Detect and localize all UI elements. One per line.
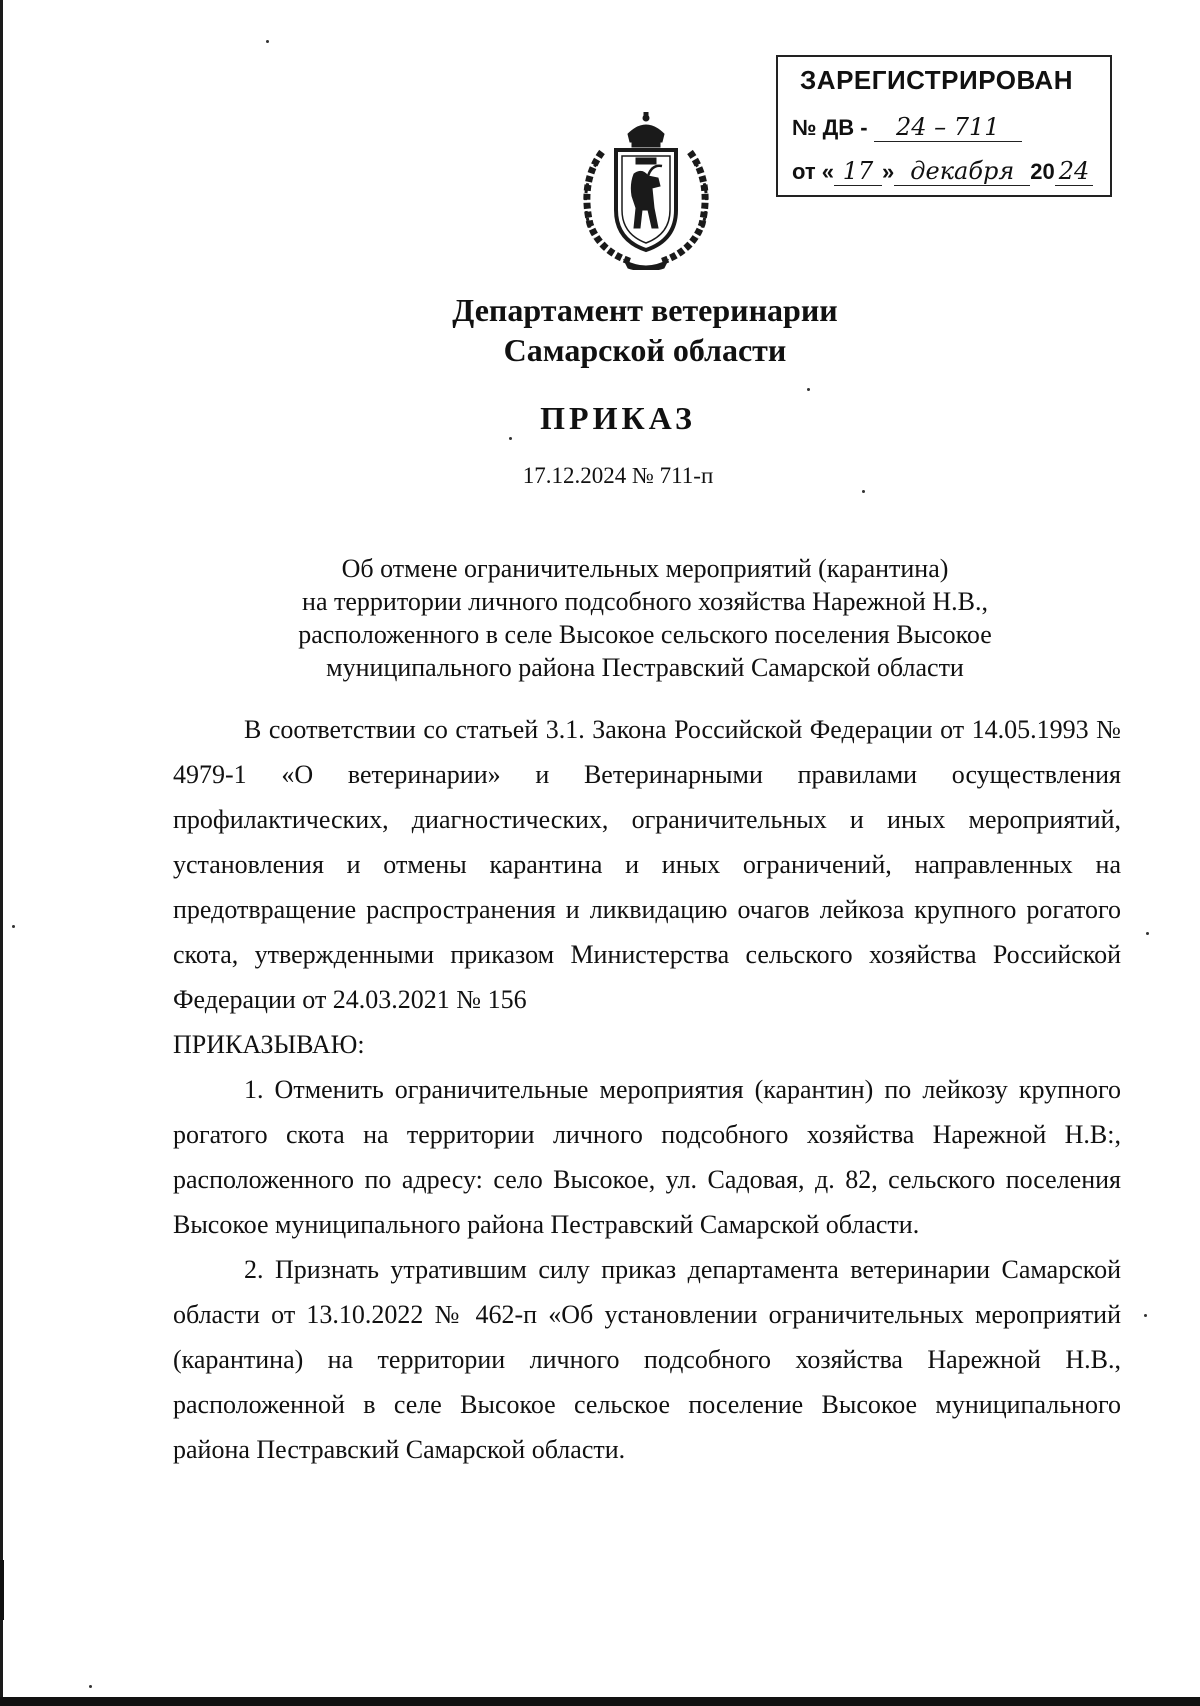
subject-line: Об отмене ограничительных мероприятий (карантина) xyxy=(341,554,949,583)
scan-speck xyxy=(862,490,865,493)
document-date-number: 17.12.2024 № 711-п xyxy=(522,463,714,488)
scan-speck xyxy=(266,40,269,43)
stamp-title: ЗАРЕГИСТРИРОВАН xyxy=(800,65,1073,95)
scan-mark xyxy=(0,1560,4,1620)
stamp-date-row xyxy=(792,157,1093,186)
stamp-month-handwritten: декабря xyxy=(894,157,1030,186)
scan-speck xyxy=(1146,932,1149,935)
department-name-line1: Департамент ветеринарии xyxy=(452,292,838,328)
stamp-number-row xyxy=(792,113,1022,142)
registration-stamp xyxy=(776,55,1112,197)
stamp-day-suffix: » xyxy=(882,159,895,184)
stamp-day-handwritten: 17 xyxy=(834,157,882,186)
stamp-number-handwritten: 24 – 711 xyxy=(874,113,1022,142)
stamp-number-label: № ДВ - xyxy=(792,115,868,140)
subject-line: муниципального района Пестравский Самарской области xyxy=(326,653,964,682)
scan-speck xyxy=(89,1685,92,1688)
document-body xyxy=(173,707,1121,1472)
stamp-year-prefix: 20 xyxy=(1030,159,1055,184)
preamble-paragraph: В соответствии со статьей 3.1. Закона Российской Федерации от 14.05.1993 № 4979-1 «О ветеринарии» и Ветеринарными правилами осуществления профилактических, диагностических, ограничительных и иных мероприятий, установления и отмены карантина и иных ограничений, направленных на предотвращение распространения и ликвидацию очагов лейкоза крупного рогатого скота, утвержденными приказом Министерства сельского хозяйства Российской Федерации от 24.03.2021 № 156 xyxy=(173,715,1121,1014)
stamp-date-prefix: от « xyxy=(792,159,835,184)
scan-speck xyxy=(807,388,810,391)
scan-edge-left xyxy=(0,0,3,1706)
scan-speck xyxy=(1144,1314,1147,1317)
order-item-1: 1. Отменить ограничительные мероприятия (карантин) по лейкозу крупного рогатого скота на территории личного подсобного хозяйства Нарежной Н.В:, расположенного по адресу: село Высокое, ул. Садовая, д. 82, сельского поселения Высокое муниципального района Пестравский Самарской области. xyxy=(173,1075,1121,1239)
department-name-line2: Самарской области xyxy=(503,332,787,368)
order-item-2: 2. Признать утратившим силу приказ департамента ветеринарии Самарской области от 13.10.2022 № 462-п «Об установлении ограничительных мероприятий (карантина) на территории личного подсобного хозяйства Нарежной Н.В., расположенной в селе Высокое сельское поселение Высокое муниципального района Пестравский Самарской области. xyxy=(173,1255,1121,1464)
order-word: ПРИКАЗЫВАЮ: xyxy=(173,1030,365,1059)
scan-edge-bottom xyxy=(0,1697,1200,1706)
document-type: ПРИКАЗ xyxy=(540,400,696,436)
coat-of-arms-icon xyxy=(572,112,720,270)
document-subject xyxy=(0,552,1200,684)
scan-speck xyxy=(509,437,512,440)
subject-line: расположенного в селе Высокое сельского поселения Высокое xyxy=(298,620,992,649)
department-name xyxy=(0,290,1200,370)
scan-speck xyxy=(12,925,15,928)
stamp-year-handwritten: 24 xyxy=(1055,157,1094,186)
subject-line: на территории личного подсобного хозяйства Нарежной Н.В., xyxy=(302,587,988,616)
